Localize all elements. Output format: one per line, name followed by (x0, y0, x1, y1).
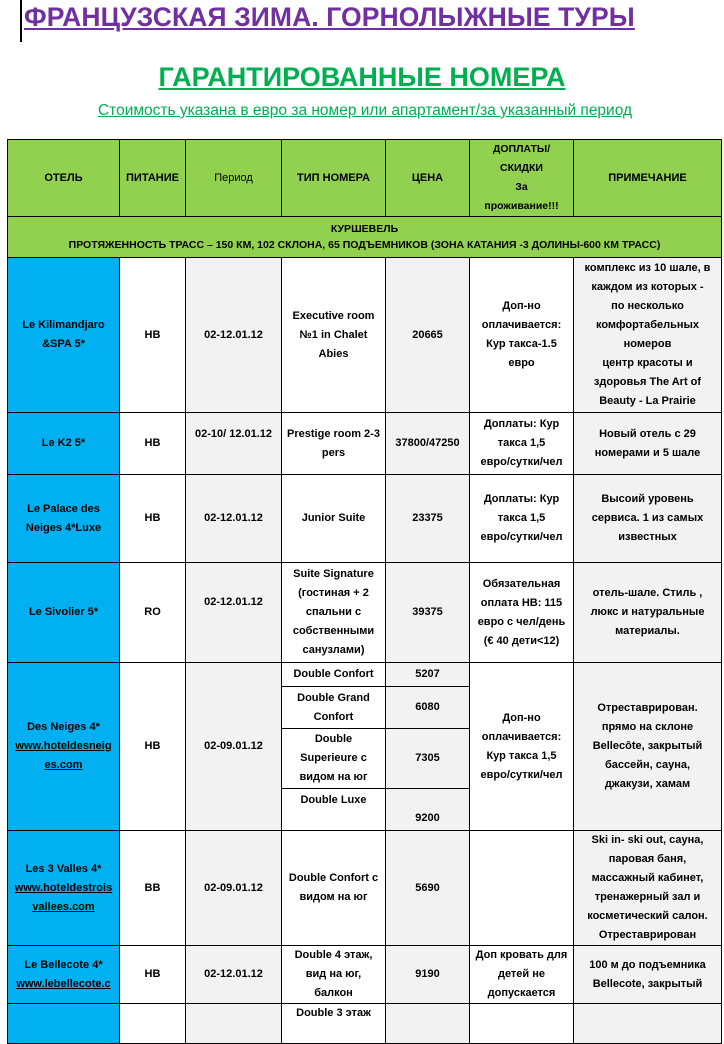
extras-line: евро/сутки/чел (480, 531, 563, 543)
extras-line: такса 1,5 (497, 437, 546, 449)
notes-cell (574, 663, 722, 831)
notes-line: 100 м до подъемника (589, 958, 706, 971)
notes-line: комфортабельных (595, 319, 700, 331)
hotel-name-line: Neiges 4*Luxe (25, 521, 102, 534)
notes-line: паровая баня, (608, 853, 687, 865)
notes-line: известных (618, 531, 677, 543)
hotel-name (8, 946, 120, 1004)
notes-line: Bellecote, закрытый (592, 977, 703, 990)
room-line: спальни с (305, 606, 362, 618)
notes-cell (574, 563, 722, 663)
period-cell: 02-12.01.12 (186, 946, 282, 1004)
extras-line: Доплаты: Кур (483, 418, 560, 430)
notes-line: джакузи, хамам (604, 778, 691, 790)
extras-line: евро с чел/день (477, 615, 566, 628)
price-cell: 7305 (386, 729, 470, 789)
header-extras-line: СКИДКИ (500, 162, 543, 174)
room-line: Double Grand (297, 691, 370, 704)
notes-cell (574, 946, 722, 1004)
room-line: Double Confort с (288, 872, 379, 884)
hotel-name-line: Le Bellecote 4* (24, 958, 103, 971)
extras-cell (470, 663, 574, 831)
header-extras-line: проживание!!! (484, 200, 559, 212)
header-period: Период (186, 140, 282, 217)
notes-cell (574, 1004, 722, 1044)
price-cell: 20665 (386, 258, 470, 413)
notes-line: Новый отель с 29 (599, 427, 696, 440)
notes-cell (574, 258, 722, 413)
notes-line: здоровья The Art of (593, 376, 702, 388)
header-hotel: ОТЕЛЬ (8, 140, 120, 217)
notes-line: косметический салон. (587, 910, 708, 922)
extras-line: Доп-но (502, 300, 541, 312)
meal-cell: RO (120, 563, 186, 663)
notes-cell (574, 831, 722, 946)
notes-line: тренажерный зал и (594, 891, 701, 903)
room-line: (гостиная + 2 (298, 587, 369, 599)
room-line: балкон (314, 987, 353, 999)
notes-cell (574, 413, 722, 475)
period-cell: 02-12.01.12 (186, 258, 282, 413)
price-cell: 23375 (386, 475, 470, 563)
header-extras (470, 140, 574, 217)
region-cell (8, 217, 722, 258)
hotel-website-link[interactable]: www.lebellecote.c (16, 977, 111, 990)
price-cell: 9190 (386, 946, 470, 1004)
room-type-cell (282, 831, 386, 946)
notes-line: номеров (623, 338, 672, 350)
table-row (8, 413, 722, 475)
extras-line: (€ 40 дети<12) (483, 634, 560, 647)
header-extras-line: ДОПЛАТЫ/ (492, 143, 551, 155)
extras-line: такса 1,5 (497, 512, 546, 524)
meal-cell: HB (120, 663, 186, 831)
hotel-website-link[interactable]: www.hoteldestrois (14, 881, 113, 894)
extras-cell (470, 413, 574, 475)
room-type-cell (282, 258, 386, 413)
region-name: КУРШЕВЕЛЬ (330, 223, 399, 235)
extras-line: евро/сутки/чел (480, 456, 563, 468)
notes-line: по несколько (611, 300, 684, 312)
notes-line: прямо на склоне (601, 721, 694, 733)
extras-line: допускается (487, 987, 556, 999)
room-line: Executive room (292, 309, 375, 322)
price-cell: 37800/47250 (386, 413, 470, 475)
table-row (8, 946, 722, 1004)
notes-line: центр красоты и (602, 357, 693, 369)
room-line: Double (314, 733, 353, 745)
header-price: ЦЕНА (386, 140, 470, 217)
tours-table (7, 139, 722, 1044)
meal-cell: HB (120, 946, 186, 1004)
notes-line: сервиса. 1 из самых (591, 512, 704, 524)
document-subtitle: ГАРАНТИРОВАННЫЕ НОМЕРА (158, 62, 566, 92)
region-details: ПРОТЯЖЕННОСТЬ ТРАСС – 150 КМ, 102 СКЛОНА, 65 ПОДЪЕМНИКОВ (ЗОНА КАТАНИЯ -3 ДОЛИНЫ-600 КМ ТРАСС) (68, 239, 661, 251)
room-line: №1 in Chalet (299, 328, 368, 341)
region-row (8, 217, 722, 258)
period-cell (186, 1004, 282, 1044)
extras-line: евро (508, 357, 535, 369)
meal-cell: HB (120, 413, 186, 475)
extras-cell (470, 258, 574, 413)
extras-line: детей не (497, 968, 546, 980)
notes-line: каждом из которых - (591, 281, 704, 293)
hotel-name-line: &SPA 5* (42, 338, 85, 350)
price-cell: 39375 (386, 563, 470, 663)
room-type-cell (282, 946, 386, 1004)
notes-line: Высоий уровень (601, 493, 694, 505)
extras-line: Доплаты: Кур (483, 493, 560, 505)
room-type-cell (282, 687, 386, 729)
extras-line: евро/сутки/чел (480, 768, 563, 781)
notes-line: бассейн, сауна, (604, 759, 691, 771)
room-type-cell (282, 729, 386, 789)
price-note: Стоимость указана в евро за номер или апартамент/за указанный период (97, 102, 633, 119)
extras-cell (470, 831, 574, 946)
notes-line: материалы. (615, 625, 680, 637)
notes-cell (574, 475, 722, 563)
period-cell: 02-12.01.12 (186, 475, 282, 563)
room-line: вид на юг, (305, 968, 362, 980)
room-type-cell: Double 3 этаж (282, 1004, 386, 1044)
notes-line: массажный кабинет, (591, 872, 704, 884)
hotel-name (8, 831, 120, 946)
extras-line: Кур такса-1.5 (486, 338, 557, 350)
hotel-name-line: Le Palace des (27, 502, 100, 515)
room-line: Superieure с (300, 752, 367, 764)
notes-line: люкс и натуральные (590, 606, 705, 618)
price-cell: 5207 (386, 663, 470, 687)
period-cell: 02-12.01.12 (186, 563, 282, 663)
meal-cell: BB (120, 831, 186, 946)
hotel-website-link[interactable]: vallees.com (32, 900, 95, 913)
title-left-border (20, 0, 22, 42)
extras-cell (470, 946, 574, 1004)
hotel-name-line: Les 3 Valles 4* (25, 862, 102, 875)
extras-line: Доп кровать для (475, 949, 568, 961)
hotel-name (8, 475, 120, 563)
extras-line: оплата HB: 115 (480, 596, 563, 609)
notes-line: Отреставрирован. (597, 702, 698, 714)
hotel-name-line: Des Neiges 4* (27, 721, 100, 733)
hotel-name: Le Sivolier 5* (8, 563, 120, 663)
notes-line: номерами и 5 шале (594, 446, 701, 459)
header-extras-line: За (515, 181, 528, 193)
price-cell: 6080 (386, 687, 470, 729)
room-line: pers (321, 446, 346, 459)
room-line: Double 4 этаж, (294, 949, 373, 961)
hotel-name (8, 663, 120, 831)
notes-line: комплекс из 10 шале, в (584, 262, 711, 274)
header-notes: ПРИМЕЧАНИЕ (574, 140, 722, 217)
period-cell: 02-10/ 12.01.12 (186, 413, 282, 475)
extras-line: Кур такса 1,5 (486, 749, 557, 762)
extras-cell (470, 563, 574, 663)
table-row (8, 475, 722, 563)
hotel-website-link[interactable]: es.com (44, 759, 83, 771)
notes-line: Отреставрирован (598, 929, 697, 941)
hotel-website-link[interactable]: www.hoteldesneig (15, 740, 112, 752)
notes-line: отель-шале. Стиль , (592, 587, 703, 599)
room-type-cell: Double Luxe (282, 789, 386, 831)
meal-cell: HB (120, 475, 186, 563)
room-type-cell (282, 563, 386, 663)
extras-cell (470, 1004, 574, 1044)
extras-line: Обязательная (482, 577, 561, 590)
room-line: Abies (318, 347, 349, 360)
hotel-name (8, 258, 120, 413)
extras-cell (470, 475, 574, 563)
table-row (8, 1004, 722, 1044)
room-line: Confort (313, 710, 354, 723)
room-type-cell: Double Confort (282, 663, 386, 687)
document-title: ФРАНЦУЗСКАЯ ЗИМА. ГОРНОЛЫЖНЫЕ ТУРЫ (24, 2, 635, 32)
notes-line: Bellecôte, закрытый (592, 740, 703, 752)
table-row (8, 831, 722, 946)
room-type-cell: Junior Suite (282, 475, 386, 563)
table-header-row (8, 140, 722, 217)
room-line: Prestige room 2-3 (287, 427, 380, 440)
header-room-type: ТИП НОМЕРА (282, 140, 386, 217)
meal-cell (120, 1004, 186, 1044)
room-line: собственными (292, 625, 375, 637)
hotel-name-line: Le Kilimandjaro (22, 319, 105, 331)
period-cell: 02-09.01.12 (186, 831, 282, 946)
price-cell: 5690 (386, 831, 470, 946)
price-cell: 9200 (386, 789, 470, 831)
table-row (8, 258, 722, 413)
extras-line: Доп-но (502, 711, 541, 724)
hotel-name: Le K2 5* (8, 413, 120, 475)
room-line: Suite Signature (293, 568, 374, 580)
table-row (8, 663, 722, 687)
period-cell: 02-09.01.12 (186, 663, 282, 831)
notes-line: Beauty - La Prairie (599, 395, 696, 407)
header-meal: ПИТАНИЕ (120, 140, 186, 217)
price-cell (386, 1004, 470, 1044)
notes-line: Ski in- ski out, сауна, (591, 834, 704, 846)
room-line: санузлами) (302, 644, 365, 656)
table-row (8, 563, 722, 663)
room-line: видом на юг (299, 771, 368, 783)
extras-line: оплачивается: (481, 319, 562, 331)
hotel-name (8, 1004, 120, 1044)
room-type-cell (282, 413, 386, 475)
extras-line: оплачивается: (481, 730, 562, 743)
room-line: видом на юг (299, 891, 368, 903)
meal-cell: HB (120, 258, 186, 413)
